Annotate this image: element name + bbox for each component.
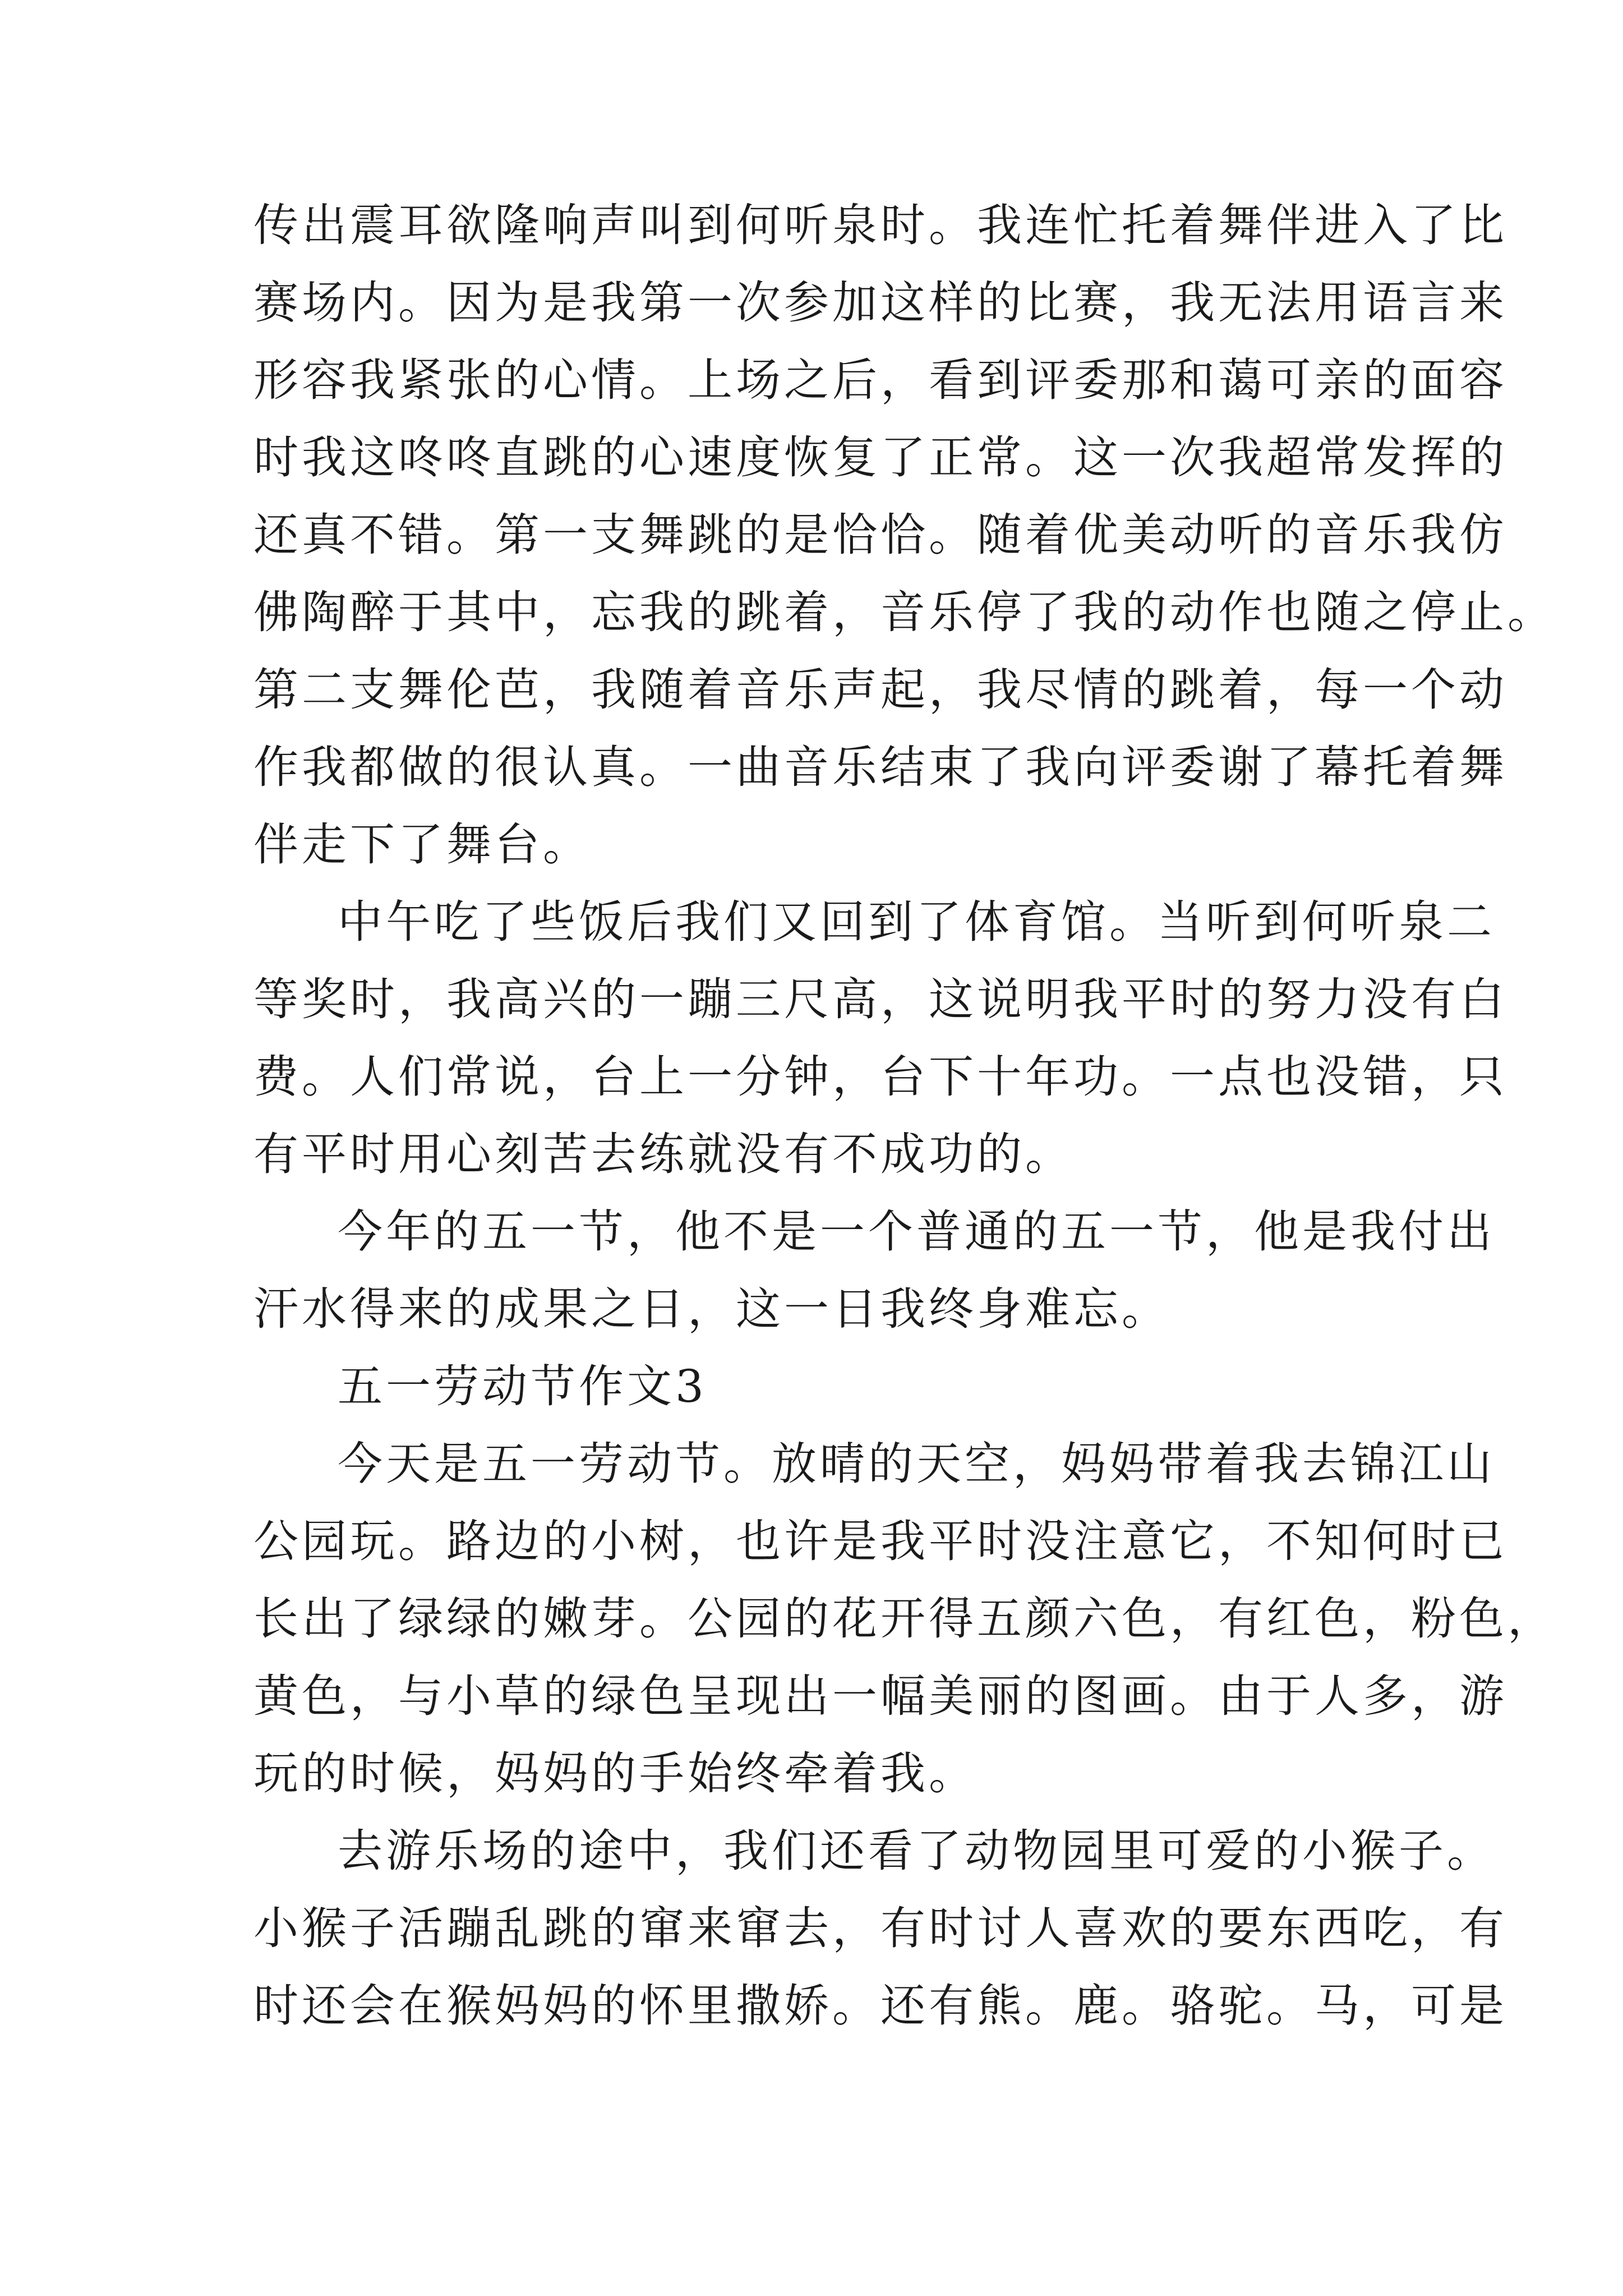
- text-line: 传出震耳欲隆响声叫到何听泉时。我连忙托着舞伴进入了比: [253, 199, 1507, 251]
- text-line: 形容我紧张的心情。上场之后，看到评委那和蔼可亲的面容: [253, 354, 1507, 406]
- section-heading: 五一劳动节作文3: [338, 1360, 707, 1412]
- text-line: 伴走下了舞台。: [253, 818, 591, 871]
- text-line: 还真不错。第一支舞跳的是恰恰。随着优美动听的音乐我仿: [253, 509, 1507, 561]
- paragraph-start-line: 今年的五一节，他不是一个普通的五一节，他是我付出: [338, 1205, 1495, 1258]
- text-line: 作我都做的很认真。一曲音乐结束了我向评委谢了幕托着舞: [253, 741, 1507, 793]
- text-line: 黄色，与小草的绿色呈现出一幅美丽的图画。由于人多，游: [253, 1670, 1507, 1722]
- text-line: 第二支舞伦芭，我随着音乐声起，我尽情的跳着，每一个动: [253, 664, 1507, 716]
- text-line: 时还会在猴妈妈的怀里撒娇。还有熊。鹿。骆驼。马，可是: [253, 1980, 1507, 2032]
- paragraph-start-line: 今天是五一劳动节。放晴的天空，妈妈带着我去锦江山: [338, 1438, 1495, 1490]
- text-line: 汗水得来的成果之日，这一日我终身难忘。: [253, 1283, 1170, 1335]
- text-line: 公园玩。路边的小树，也许是我平时没注意它，不知何时已: [253, 1515, 1507, 1567]
- text-line: 小猴子活蹦乱跳的窜来窜去，有时讨人喜欢的要东西吃，有: [253, 1902, 1507, 1954]
- text-line: 等奖时，我高兴的一蹦三尺高，这说明我平时的努力没有白: [253, 973, 1507, 1025]
- paragraph-start-line: 去游乐场的途中，我们还看了动物园里可爱的小猴子。: [338, 1825, 1495, 1877]
- text-line: 费。人们常说，台上一分钟，台下十年功。一点也没错，只: [253, 1051, 1507, 1103]
- paragraph-start-line: 中午吃了些饭后我们又回到了体育馆。当听到何听泉二: [338, 896, 1495, 948]
- text-line: 玩的时候，妈妈的手始终牵着我。: [253, 1747, 977, 1800]
- text-line: 赛场内。因为是我第一次参加这样的比赛，我无法用语言来: [253, 277, 1507, 329]
- text-line: 长出了绿绿的嫩芽。公园的花开得五颜六色，有红色，粉色，: [253, 1593, 1556, 1645]
- text-line: 佛陶醉于其中，忘我的跳着，音乐停了我的动作也随之停止。: [253, 586, 1556, 638]
- text-line: 有平时用心刻苦去练就没有不成功的。: [253, 1128, 1073, 1180]
- text-line: 时我这咚咚直跳的心速度恢复了正常。这一次我超常发挥的: [253, 431, 1507, 484]
